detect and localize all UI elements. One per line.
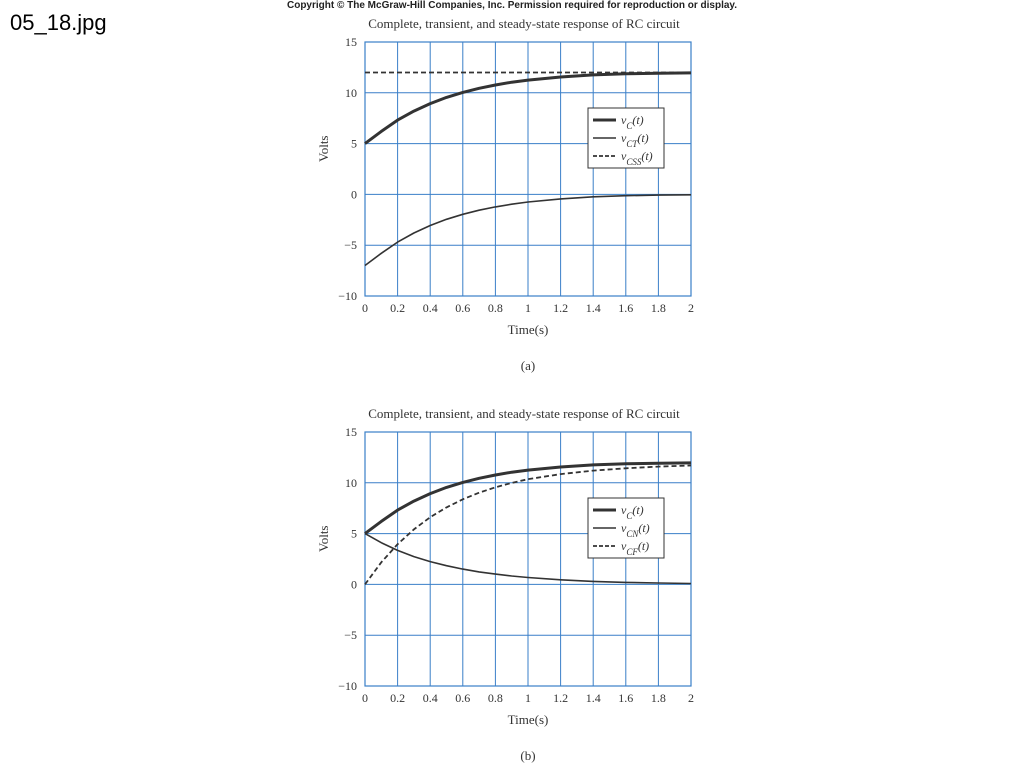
x-tick-label: 0.6 (455, 301, 471, 315)
x-tick-label: 0.6 (455, 691, 471, 705)
y-tick-label: 10 (345, 85, 357, 100)
y-tick-label: 0 (351, 577, 357, 592)
x-tick-label: 1.4 (585, 301, 601, 315)
y-axis-label: Volts (316, 135, 331, 162)
y-tick-label: −10 (338, 289, 357, 303)
filename-label: 05_18.jpg (10, 10, 107, 35)
x-tick-label: 1.8 (650, 691, 666, 705)
line-chart (300, 402, 730, 732)
line-chart (300, 12, 730, 342)
chart-panel-b (300, 402, 730, 782)
y-tick-label: 15 (345, 425, 357, 439)
x-tick-label: 1.2 (553, 301, 569, 315)
x-tick-label: 1.2 (553, 691, 569, 705)
x-tick-label: 0.2 (390, 301, 406, 315)
x-tick-label: 1.8 (650, 301, 666, 315)
legend-label: $v_{CN}(t)$ (621, 521, 650, 539)
x-tick-label: 0 (362, 301, 368, 315)
x-tick-label: 0.4 (422, 301, 438, 315)
x-tick-label: 1.4 (585, 691, 601, 705)
x-axis-label: Time(s) (507, 322, 549, 337)
x-tick-label: 0.2 (390, 691, 406, 705)
x-tick-label: 2 (688, 301, 694, 315)
y-tick-label: 0 (351, 187, 357, 202)
x-tick-label: 1 (525, 691, 531, 705)
x-tick-label: 0 (362, 691, 368, 705)
y-tick-label: 10 (345, 475, 357, 490)
x-tick-label: 0.8 (487, 691, 503, 705)
legend-label: $v_C(t)$ (621, 113, 644, 131)
y-tick-label: −10 (338, 679, 357, 693)
x-tick-label: 0.4 (422, 691, 438, 705)
x-tick-label: 1.6 (618, 691, 634, 705)
y-tick-label: 5 (351, 526, 357, 541)
legend-label: $v_{CSS}(t)$ (621, 149, 653, 167)
x-tick-label: 1 (525, 301, 531, 315)
legend-label: $v_C(t)$ (621, 503, 644, 521)
x-tick-label: 1.6 (618, 301, 634, 315)
figure-caption: (b) (520, 748, 536, 763)
chart-panel-a (300, 12, 730, 392)
x-axis-label: Time(s) (507, 712, 549, 727)
legend-label: $v_{CT}(t)$ (621, 131, 649, 149)
y-tick-label: 15 (345, 35, 357, 49)
chart-title: Complete, transient, and steady-state response of RC circuit (368, 406, 680, 421)
y-tick-label: −5 (344, 628, 357, 643)
copyright-notice: Copyright © The McGraw-Hill Companies, Inc. Permission required for reproduction or display. (286, 0, 738, 11)
y-tick-label: 5 (351, 136, 357, 151)
y-tick-label: −5 (344, 238, 357, 253)
figure-caption: (a) (520, 358, 536, 373)
x-tick-label: 0.8 (487, 301, 503, 315)
chart-title: Complete, transient, and steady-state response of RC circuit (368, 16, 680, 31)
y-axis-label: Volts (316, 525, 331, 552)
x-tick-label: 2 (688, 691, 694, 705)
legend-label: $v_{CF}(t)$ (621, 539, 650, 557)
